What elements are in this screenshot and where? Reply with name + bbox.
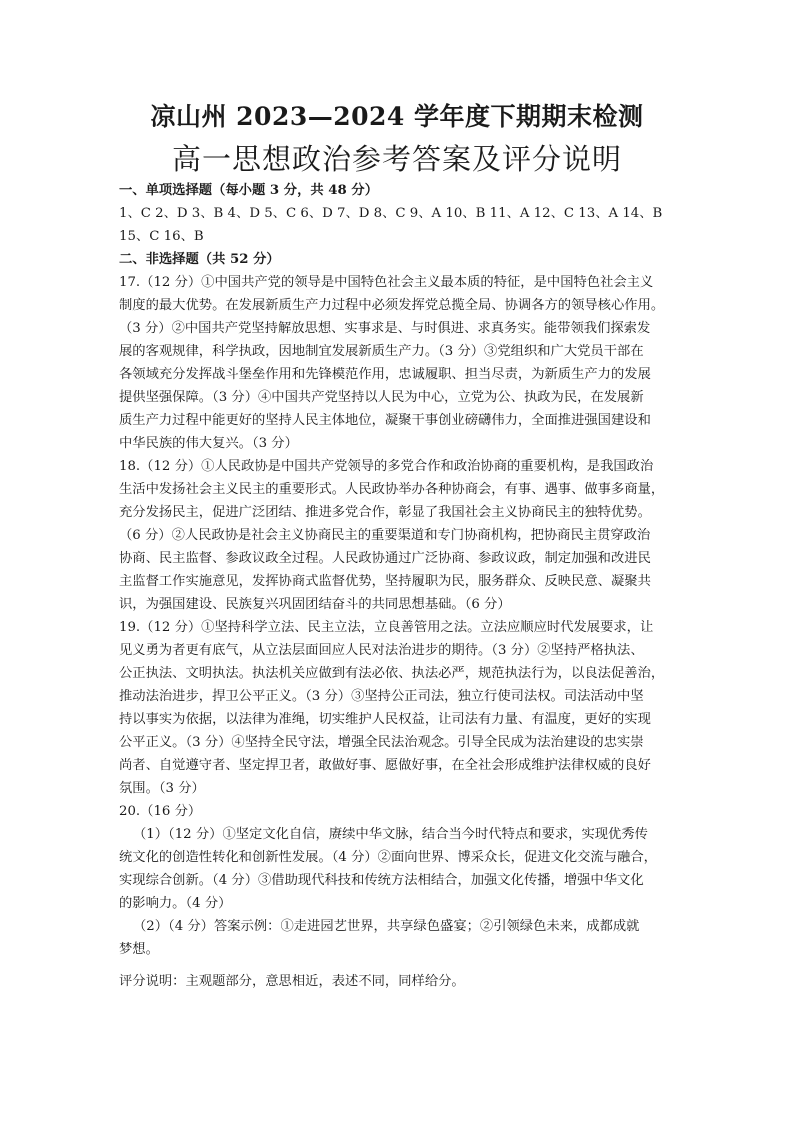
q19-answer-line: 公平正义。（3 分）④坚持全民守法，增强全民法治观念。引导全民成为法治建设的忠实崇 <box>119 735 644 750</box>
q20-part2-line: （2）（4 分）答案示例：①走进园艺世界，共享绿色盛宴；②引领绿色未来，成都成就 <box>133 919 640 934</box>
q19-answer-line: 持以事实为依据，以法律为准绳，切实维护人民权益，让司法有力量、有温度，更好的实现 <box>119 712 651 727</box>
q17-answer-line: （3 分）②中国共产党坚持解放思想、实事求是、与时俱进、求真务实。能带领我们探索发 <box>119 321 651 336</box>
q20-part1-line: 实现综合创新。（4 分）③借助现代科技和传统方法相结合，加强文化传播，增强中华文化 <box>119 873 644 888</box>
q18-answer-line: 生活中发扬社会主义民主的重要形式。人民政协举办各种协商会，有事、遇事、做事多商量， <box>119 482 665 497</box>
exam-title: 凉山州 2023—2024 学年度下期期末检测 <box>150 102 644 131</box>
mc-answers-line: 15、C 16、B <box>119 229 204 244</box>
q19-answer-line: 尚者、自觉遵守者、坚定捍卫者，敢做好事、愿做好事，在全社会形成维护法律权威的良好 <box>119 758 651 773</box>
answer-key-subtitle: 高一思想政治参考答案及评分说明 <box>171 142 622 176</box>
q19-answer-line: 氛围。（3 分） <box>119 781 205 796</box>
q20-part1-line: 的影响力。（4 分） <box>119 896 232 911</box>
q20-part2-line: 梦想。 <box>119 942 159 957</box>
q19-answer-line: 推动法治进步，捍卫公平正义。（3 分）③坚持公正司法，独立行使司法权。司法活动中坚 <box>119 689 644 704</box>
q20-part1-line: （1）（12 分）①坚定文化自信，赓续中华文脉，结合当今时代特点和要求，实现优秀传 <box>133 827 648 842</box>
q18-answer-line: （6 分）②人民政协是社会主义协商民主的重要渠道和专门协商机构，把协商民主贯穿政治 <box>119 528 651 543</box>
q17-answer-line: 质生产力过程中能更好的坚持人民主体地位，凝聚干事创业磅礴伟力，全面推进强国建设和 <box>119 413 651 428</box>
q19-answer-line: 公正执法、文明执法。执法机关应做到有法必依、执法必严，规范执法行为，以良法促善治， <box>119 666 665 681</box>
q18-answer-line: 识，为强国建设、民族复兴巩固团结奋斗的共同思想基础。（6 分） <box>119 597 511 612</box>
section1-heading: 一、单项选择题（每小题 3 分，共 48 分） <box>119 183 379 198</box>
q17-answer-line: 中华民族的伟大复兴。（3 分） <box>119 436 298 451</box>
q18-answer-line: 协商、民主监督、参政议政全过程。人民政协通过广泛协商、参政议政，制定加强和改进民 <box>119 551 651 566</box>
q20-heading: 20.（16 分） <box>119 804 202 819</box>
q17-answer-line: 各领域充分发挥战斗堡垒作用和先锋模范作用，忠诚履职、担当尽责，为新质生产力的发展 <box>119 367 651 382</box>
q17-answer-line: 制度的最大优势。在发展新质生产力过程中必须发挥党总揽全局、协调各方的领导核心作用。 <box>119 298 665 313</box>
q18-answer-line: 18.（12 分）①人民政协是中国共产党领导的多党合作和政治协商的重要机构，是我国政治 <box>119 459 654 474</box>
q17-answer-line: 展的客观规律，科学执政，因地制宜发展新质生产力。（3 分）③党组织和广大党员干部在 <box>119 344 644 359</box>
q19-answer-line: 见义勇为者更有底气，从立法层面回应人民对法治进步的期待。（3 分）②坚持严格执法、 <box>119 643 644 658</box>
q18-answer-line: 主监督工作实施意见，发挥协商式监督优势，坚持履职为民，服务群众、反映民意、凝聚共 <box>119 574 651 589</box>
q17-answer-line: 提供坚强保障。（3 分）④中国共产党坚持以人民为中心，立党为公、执政为民，在发展新 <box>119 390 644 405</box>
scoring-note: 评分说明：主观题部分，意思相近，表述不同，同样给分。 <box>119 974 465 989</box>
q19-answer-line: 19.（12 分）①坚持科学立法、民主立法，立良善管用之法。立法应顺应时代发展要求，让 <box>119 620 654 635</box>
section2-heading: 二、非选择题（共 52 分） <box>119 252 280 267</box>
q20-part1-line: 统文化的创造性转化和创新性发展。（4 分）②面向世界、博采众长，促进文化交流与融合， <box>119 850 657 865</box>
q18-answer-line: 充分发扬民主，促进广泛团结、推进多党合作，彰显了我国社会主义协商民主的独特优势。 <box>119 505 651 520</box>
mc-answers-line: 1、C 2、D 3、B 4、D 5、C 6、D 7、D 8、C 9、A 10、B 11、A 12、C 13、A 14、B <box>119 206 663 221</box>
q17-answer-line: 17.（12 分）①中国共产党的领导是中国特色社会主义最本质的特征，是中国特色社会主义 <box>119 275 654 290</box>
